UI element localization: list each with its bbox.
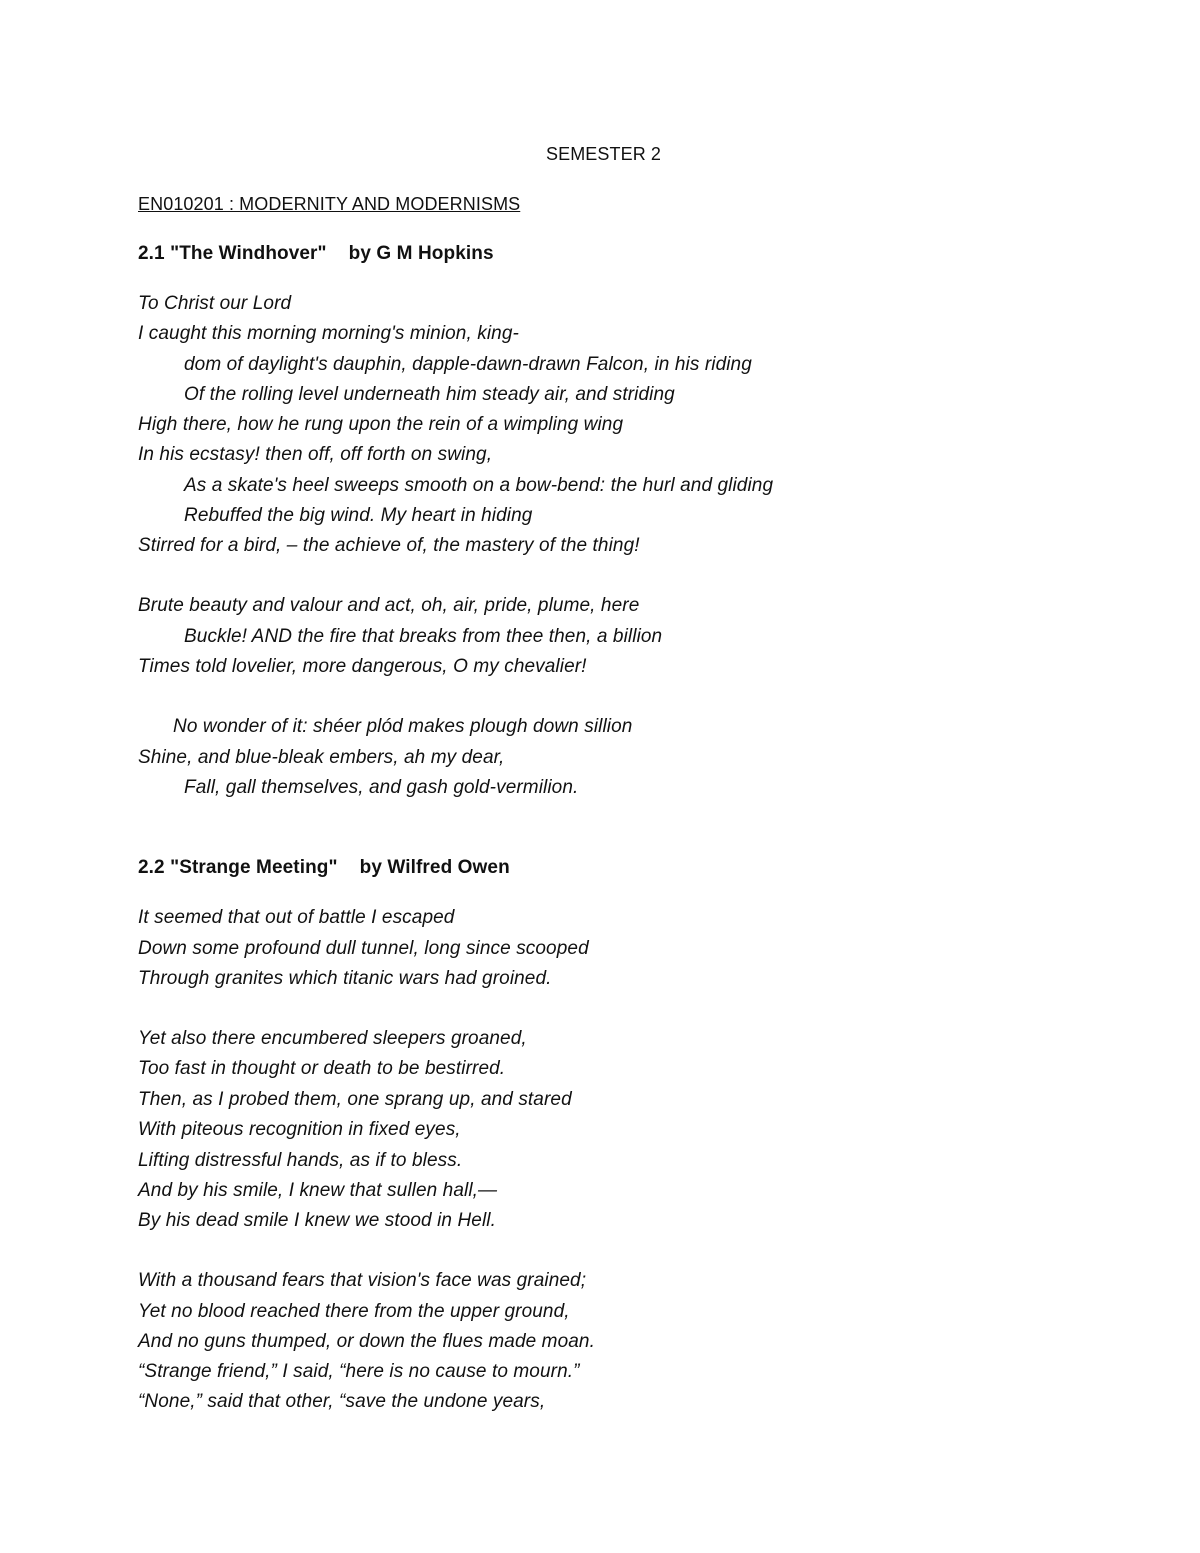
poem-line: It seemed that out of battle I escaped — [138, 907, 455, 928]
poem-line: With piteous recognition in fixed eyes, — [138, 1119, 461, 1140]
poem-line: Then, as I probed them, one sprang up, and stared — [138, 1089, 572, 1110]
course-title: EN010201 : MODERNITY AND MODERNISMS — [138, 194, 521, 214]
poem-line: No wonder of it: shéer plód makes plough down sillion — [173, 716, 633, 737]
poem-line: Of the rolling level underneath him steady air, and striding — [184, 384, 675, 405]
poem-line: dom of daylight's dauphin, dapple-dawn-drawn Falcon, in his riding — [184, 354, 752, 375]
poem-line: Yet also there encumbered sleepers groaned, — [138, 1028, 527, 1049]
poem-line: Brute beauty and valour and act, oh, air, pride, plume, here — [138, 595, 640, 616]
section-title: 2.2 "Strange Meeting" — [138, 857, 338, 878]
poem-line: Shine, and blue-bleak embers, ah my dear, — [138, 747, 505, 768]
section-title: 2.1 "The Windhover" — [138, 243, 327, 264]
poem-line: Through granites which titanic wars had groined. — [138, 968, 552, 989]
poem-line: By his dead smile I knew we stood in Hell. — [138, 1210, 496, 1231]
semester-title: SEMESTER 2 — [546, 144, 662, 164]
poem-line: Stirred for a bird, – the achieve of, the mastery of the thing! — [138, 535, 640, 556]
poem-line: In his ecstasy! then off, off forth on swing, — [138, 444, 493, 465]
section-heading-windhover — [138, 242, 494, 266]
poem-line: Down some profound dull tunnel, long since scooped — [138, 938, 589, 959]
poem-line: Times told lovelier, more dangerous, O my chevalier! — [138, 656, 587, 677]
section-author: by Wilfred Owen — [359, 857, 510, 878]
poem-line: Rebuffed the big wind. My heart in hiding — [184, 505, 533, 526]
poem-line: Fall, gall themselves, and gash gold-vermilion. — [184, 777, 579, 798]
section-author: by G M Hopkins — [348, 243, 494, 264]
poem-line: Lifting distressful hands, as if to bless. — [138, 1150, 463, 1171]
poem-line: To Christ our Lord — [138, 293, 292, 314]
poem-line: I caught this morning morning's minion, king- — [138, 323, 519, 344]
poem-line: With a thousand fears that vision's face was grained; — [138, 1270, 587, 1291]
poem-line: And by his smile, I knew that sullen hall,— — [138, 1180, 498, 1201]
poem-line: High there, how he rung upon the rein of a wimpling wing — [138, 414, 624, 435]
poem-line: “None,” said that other, “save the undone years, — [138, 1391, 546, 1412]
poem-line: Buckle! AND the fire that breaks from thee then, a billion — [184, 626, 663, 647]
poem-line: “Strange friend,” I said, “here is no cause to mourn.” — [138, 1361, 580, 1382]
poem-line: Yet no blood reached there from the upper ground, — [138, 1301, 570, 1322]
poem-line: And no guns thumped, or down the flues made moan. — [138, 1331, 595, 1352]
section-heading-strange-meeting — [138, 856, 510, 880]
poem-line: Too fast in thought or death to be bestirred. — [138, 1058, 506, 1079]
poem-line: As a skate's heel sweeps smooth on a bow-bend: the hurl and gliding — [184, 475, 774, 496]
